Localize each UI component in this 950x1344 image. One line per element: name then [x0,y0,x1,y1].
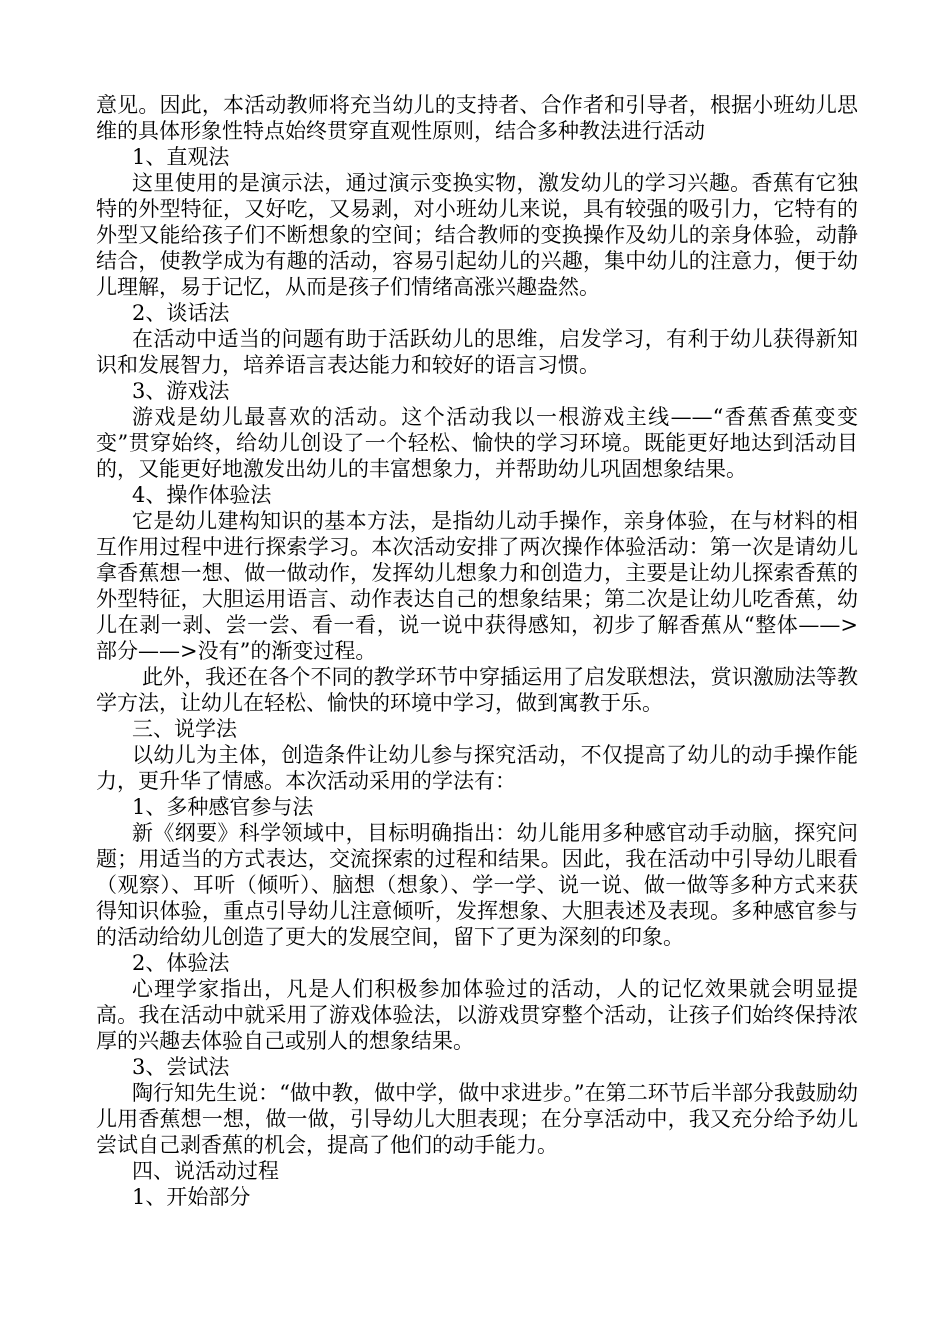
paragraph: 游戏是幼儿最喜欢的活动。这个活动我以一根游戏主线——“香蕉香蕉变变变”贯穿始终，给幼儿创设了一个轻松、愉快的学习环境。既能更好地达到活动目的，又能更好地激发出幼儿的丰富想象力，并帮助幼儿巩固想象结果。 [96,405,858,481]
section-heading: 2、体验法 [132,951,230,975]
section-heading: 三、说学法 [132,717,237,741]
paragraph: 心理学家指出，凡是人们积极参加体验过的活动，人的记忆效果就会明显提高。我在活动中就采用了游戏体验法，以游戏贯穿整个活动，让孩子们始终保持浓厚的兴趣去体验自己或别人的想象结果。 [96,977,858,1053]
paragraph: 陶行知先生说：“做中教，做中学，做中求进步。”在第二环节后半部分我鼓励幼儿用香蕉想一想，做一做，引导幼儿大胆表现；在分享活动中，我又充分给予幼儿尝试自己剥香蕉的机会，提高了他们的动手能力。 [96,1081,858,1157]
paragraph: 它是幼儿建构知识的基本方法，是指幼儿动手操作，亲身体验，在与材料的相互作用过程中进行探索学习。本次活动安排了两次操作体验活动：第一次是请幼儿拿香蕉想一想、做一做动作，发挥幼儿想象力和创造力，主要是让幼儿探索香蕉的外型特征，大胆运用语言、动作表达自己的想象结果；第二次是让幼儿吃香蕉，幼儿在剥一剥、尝一尝、看一看，说一说中获得感知，初步了解香蕉从“整体——>部分——>没有”的渐变过程。 [96,509,858,663]
section-heading: 四、说活动过程 [132,1159,279,1183]
section-heading: 4、操作体验法 [132,483,272,507]
section-heading: 1、多种感官参与法 [132,795,314,819]
section-heading: 3、尝试法 [132,1055,230,1079]
section-heading: 1、开始部分 [132,1185,251,1209]
paragraph: 此外，我还在各个不同的教学环节中穿插运用了启发联想法，赏识激励法等教学方法，让幼儿在轻松、愉快的环境中学习，做到寓教于乐。 [96,665,858,715]
section-heading: 2、谈话法 [132,301,230,325]
paragraph: 这里使用的是演示法，通过演示变换实物，激发幼儿的学习兴趣。香蕉有它独特的外型特征，又好吃，又易剥，对小班幼儿来说，具有较强的吸引力，它特有的外型又能给孩子们不断想象的空间；结合教师的变换操作及幼儿的亲身体验，动静结合，使教学成为有趣的活动，容易引起幼儿的兴趣，集中幼儿的注意力，便于幼儿理解，易于记忆，从而是孩子们情绪高涨兴趣盎然。 [96,171,858,299]
section-heading: 3、游戏法 [132,379,230,403]
section-heading: 1、直观法 [132,145,230,169]
document-page [96,92,858,1210]
paragraph: 以幼儿为主体，创造条件让幼儿参与探究活动，不仅提高了幼儿的动手操作能力，更升华了情感。本次活动采用的学法有： [96,743,858,793]
paragraph: 新《纲要》科学领域中，目标明确指出：幼儿能用多种感官动手动脑，探究问题；用适当的方式表达，交流探索的过程和结果。因此，我在活动中引导幼儿眼看（观察）、耳听（倾听）、脑想（想象）、学一学、说一说、做一做等多种方式来获得知识体验，重点引导幼儿注意倾听，发挥想象、大胆表述及表现。多种感官参与的活动给幼儿创造了更大的发展空间，留下了更为深刻的印象。 [96,821,858,949]
paragraph: 在活动中适当的问题有助于活跃幼儿的思维，启发学习，有利于幼儿获得新知识和发展智力，培养语言表达能力和较好的语言习惯。 [96,327,858,377]
paragraph: 意见。因此，本活动教师将充当幼儿的支持者、合作者和引导者，根据小班幼儿思维的具体形象性特点始终贯穿直观性原则，结合多种教法进行活动 [96,93,858,143]
